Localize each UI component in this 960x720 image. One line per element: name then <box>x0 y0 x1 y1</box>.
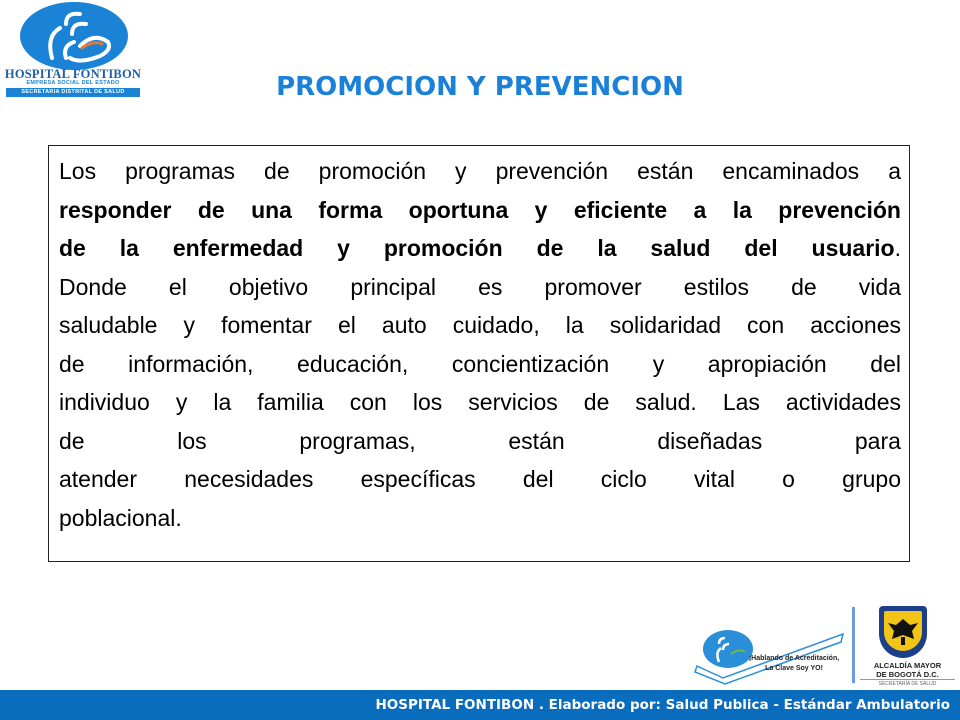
body-paragraph <box>59 152 901 537</box>
alcaldia-bogota-logo <box>860 604 955 686</box>
footer-text: HOSPITAL FONTIBON . Elaborado por: Salud Publica - Estándar Ambulatorio <box>375 697 950 713</box>
text-line: individuo y la familia con los servicios de salud. Las actividades <box>59 389 901 415</box>
word: programas, <box>299 427 416 454</box>
text-line <box>59 229 901 268</box>
period: . <box>894 235 901 261</box>
text-line: Los programas de promoción y prevención están encaminados a <box>59 158 901 184</box>
footer-bar <box>0 690 960 720</box>
word: los <box>177 427 207 454</box>
word: de <box>59 427 85 454</box>
accreditation-slogan <box>737 654 851 674</box>
text-line-bold: responder de una forma oportuna y eficiente a la prevención <box>59 196 901 223</box>
alcaldia-line-2: DE BOGOTÁ D.C. <box>876 670 939 679</box>
text-line <box>59 422 901 461</box>
content-box <box>48 145 910 562</box>
alcaldia-line-1: ALCALDÍA MAYOR <box>873 661 942 670</box>
logo-secretaria: SECRETARIA DISTRITAL DE SALUD <box>6 88 140 97</box>
coat-of-arms-icon <box>879 606 927 658</box>
logo-subtitle: EMPRESA SOCIAL DEL ESTADO <box>26 80 120 86</box>
text-line: Donde el objetivo principal es promover estilos de vida <box>59 273 901 300</box>
slogan-line-1: ¡Hablando de Acreditación, <box>748 655 840 662</box>
logo-divider <box>852 607 855 683</box>
bold-text: de la enfermedad y promoción de la salud del usuario <box>59 235 895 261</box>
text-line: de información, educación, concientización y apropiación del <box>59 350 901 377</box>
text-line: poblacional. <box>59 504 182 531</box>
word: para <box>854 427 901 454</box>
hospital-emblem-icon <box>20 2 128 70</box>
text-line: saludable y fomentar el auto cuidado, la solidaridad con acciones <box>59 312 901 338</box>
accreditation-logo <box>693 622 851 686</box>
word: diseñadas <box>657 427 763 454</box>
slogan-line-2: La Clave Soy YO! <box>765 665 823 672</box>
alcaldia-name <box>860 661 955 679</box>
page-title: PROMOCION Y PREVENCION <box>276 72 684 102</box>
logo-hospital-name: HOSPITAL FONTIBON <box>4 67 142 81</box>
text-line: atender necesidades específicas del ciclo vital o grupo <box>59 466 901 492</box>
word: están <box>508 427 565 454</box>
secretaria-salud: SECRETARÍA DE SALUD <box>860 679 955 687</box>
